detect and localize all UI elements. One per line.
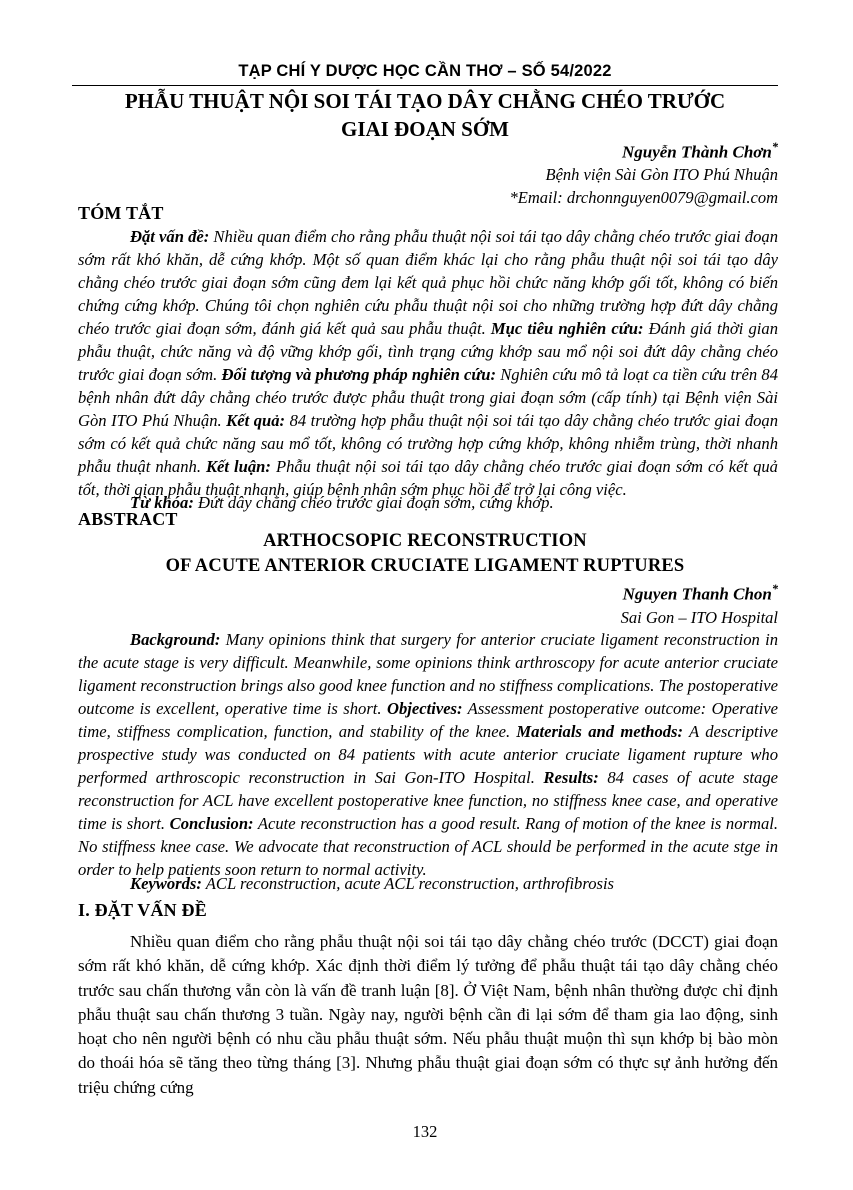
introduction-paragraph: Nhiều quan điểm cho rằng phẫu thuật nội soi tái tạo dây chằng chéo trước (DCCT) giai đoạn sớm rất khó khăn, dễ cứng khớp. Xác định thời điểm lý tưởng để phẫu thuật tái tạo dây chằng chéo trước sau chấn thương vẫn còn là vấn đề tranh luận [8]. Ở Việt Nam, bệnh nhân thường được chỉ định phẫu thuật sau chấn thương 3 tuần. Ngày nay, người bệnh cần đi lại sớm để tham gia lao động, sinh hoạt cho nên người bệnh có nhu cầu phẫu thuật sớm. Nếu phẫu thuật muộn thì sụn khớp bị bào mòn do thoái hóa sẽ tăng theo từng tháng [3]. Nhưng phẫu thuật giai đoạn sớm có thực sự ảnh hưởng đến triệu chứng cứng — [78, 932, 778, 1097]
author-name-text: Nguyễn Thành Chơn — [621, 142, 772, 162]
journal-running-head: TẠP CHÍ Y DƯỢC HỌC CẦN THƠ – SỐ 54/2022 — [238, 62, 612, 80]
abstract-vietnamese-segment-text-4: Phẫu thuật nội soi tái tạo dây chằng chéo trước giai đoạn sớm có kết quả tốt, thời gian phẫu thuật nhanh, giúp bệnh nhân sớm phục hồi để trở lại công việc. — [78, 456, 778, 499]
abstract-vietnamese-segment-label-4: Kết luận: — [205, 456, 271, 476]
abstract-english-segment-text-4: Acute reconstruction has a good result. Rang of motion of the knee is normal. No stiffness knee case. We advocate that reconstruction of ACL should be performed in the acute stge in order to help patients soon return to normal activity. — [78, 813, 778, 879]
author-block — [72, 139, 778, 209]
keywords-english-label: Keywords: — [130, 874, 202, 893]
abstract-vietnamese — [78, 226, 778, 502]
abstract-vietnamese-segment-text-2: Nghiên cứu mô tả loạt ca tiền cứu trên 84 bệnh nhân đứt dây chằng chéo trước được phẫu thuật trong giai đoạn sớm (cấp tính) tại Bệnh viện Sài Gòn ITO Phú Nhuận. — [78, 364, 778, 430]
article-title-line-2: GIAI ĐOẠN SỚM — [340, 116, 509, 141]
author-name — [72, 139, 778, 164]
abstract-vietnamese-segment-text-3: 84 trường hợp phẫu thuật nội soi tái tạo dây chằng chéo trước giai đoạn sớm có kết quả chức năng sau mổ tốt, không có trường hợp cứng khớp, không nhiễm trùng, thời nhanh phẫu thuật nhanh. — [78, 410, 779, 476]
abstract-english-segment-label-0: Background: — [130, 630, 221, 649]
abstract-english-segment-label-4: Conclusion: — [169, 813, 254, 833]
abstract-english-segment-label-2: Materials and methods: — [516, 721, 684, 741]
abstract-vietnamese-segment-text-0: Nhiều quan điểm cho rằng phẫu thuật nội soi tái tạo dây chằng chéo trước giai đoạn sớm rất khó khăn, dễ cứng khớp. Một số quan điểm khác lại cho rằng phẫu thuật nội soi tái tạo dây chằng chéo trước giai đoạn sớm cũng đem lại kết quả phục hồi chức năng khớp gối tốt, không có biến chứng cứng khớp. Chúng tôi chọn nghiên cứu phẫu thuật nội soi cho những trường hợp đứt dây chằng chéo trước giai đoạn sớm, đánh giá kết quả sau phẫu thuật. — [78, 227, 778, 338]
abstract-vietnamese-segment-label-1: Mục tiêu nghiên cứu: — [490, 318, 644, 338]
keywords-vietnamese-label: Từ khóa: — [130, 493, 194, 512]
keywords-vietnamese-text: Đứt dây chằng chéo trước giai đoạn sớm, cứng khớp. — [193, 493, 554, 512]
author-footnote-marker: * — [771, 140, 778, 154]
english-title-line-1: ARTHOCSOPIC RECONSTRUCTION — [263, 531, 587, 551]
article-title-line-1: PHẪU THUẬT NỘI SOI TÁI TẠO DÂY CHẰNG CHÉO TRƯỚC — [124, 89, 726, 113]
english-title — [72, 529, 778, 579]
abstract-english-segment-text-0: Many opinions think that surgery for anterior cruciate ligament reconstruction in the acute stage is very difficult. Meanwhile, some opinions think arthroscopy for acute anterior cruciate ligament reconstruction brings also good knee function and no stiffness complications. The postoperative outcome is excellent, operative time is short. — [78, 630, 778, 718]
keywords-vietnamese — [78, 492, 778, 515]
section-heading-abstract: ABSTRACT — [78, 509, 178, 529]
english-author-affiliation: Sai Gon – ITO Hospital — [620, 607, 778, 627]
keywords-english-text: ACL reconstruction, acute ACL reconstruction, arthrofibrosis — [201, 874, 615, 893]
english-author-footnote-marker: * — [771, 582, 778, 596]
header-divider-rule — [72, 85, 778, 86]
english-author-name-text: Nguyen Thanh Chon — [622, 584, 772, 604]
abstract-vietnamese-segment-label-3: Kết quả: — [226, 410, 286, 430]
section-heading-introduction: I. ĐẶT VẤN ĐỀ — [78, 900, 207, 920]
abstract-english-segment-text-3: 84 cases of acute stage reconstruction for ACL have excellent postoperative knee function, no stiffness knee case, and operative time is short. — [78, 767, 778, 833]
english-title-line-2: OF ACUTE ANTERIOR CRUCIATE LIGAMENT RUPTURES — [165, 555, 685, 576]
abstract-vietnamese-segment-label-2: Đối tượng và phương pháp nghiên cứu: — [221, 364, 497, 384]
english-author-name — [72, 581, 778, 607]
page-number: 132 — [412, 1122, 438, 1141]
abstract-english-segment-label-3: Results: — [543, 767, 599, 787]
article-title — [72, 88, 778, 143]
keywords-english — [78, 873, 778, 896]
english-author-block — [72, 581, 778, 629]
author-email: *Email: drchonnguyen0079@gmail.com — [509, 187, 778, 207]
abstract-vietnamese-segment-text-1: Đánh giá thời gian phẫu thuật, chức năng và độ vững khớp gối, tình trạng cứng khớp sau mổ nội soi đứt dây chằng chéo trước giai đoạn sớm. — [78, 318, 779, 384]
abstract-english-segment-text-1: Assessment postoperative outcome: Operative time, stiffness complication, function, and stability of the knee. — [78, 698, 778, 741]
abstract-english-segment-label-1: Objectives: — [386, 698, 463, 718]
abstract-english — [78, 629, 778, 882]
abstract-english-segment-text-2: A descriptive prospective study was conducted on 84 patients with acute anterior cruciate ligament rupture who performed arthroscopic reconstruction in Sai Gon-ITO Hospital. — [78, 721, 778, 787]
author-affiliation: Bệnh viện Sài Gòn ITO Phú Nhuận — [545, 165, 778, 185]
abstract-vietnamese-segment-label-0: Đặt vấn đề: — [130, 227, 210, 246]
section-heading-tomtat: TÓM TẮT — [78, 203, 164, 223]
